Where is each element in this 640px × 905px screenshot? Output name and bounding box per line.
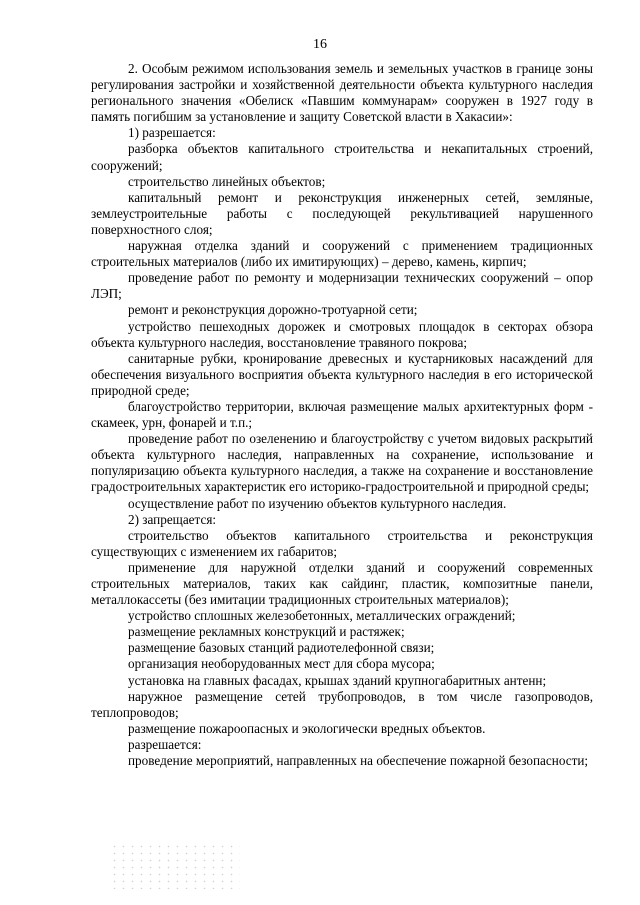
list-item: наружная отделка зданий и сооружений с применением традиционных строительных материалов (либо их имитирующих) – дерево, камень, кирпич;	[91, 238, 593, 270]
list-item: применение для наружной отделки зданий и сооружений современных строительных материалов, таких как сайдинг, пластик, композитные панели, металлокассеты (без имитации традиционных строительных материалов);	[91, 559, 593, 608]
list-item: проведение работ по озеленению и благоустройству с учетом видовых раскрытий объекта культурного наследия, направленных на сохранение, использование и популяризацию объекта культурного наследия, а также на сохранение и восстановление градостроительных характеристик его историко-градостроительной и природной среды;	[91, 431, 593, 495]
list-item: осуществление работ по изучению объектов культурного наследия.	[128, 495, 507, 511]
list-item: благоустройство территории, включая размещение малых архитектурных форм - скамеек, урн, фонарей и т.п.;	[91, 398, 593, 431]
list-item: санитарные рубки, кронирование древесных и кустарниковых насаждений для обеспечения визуального восприятия объекта культурного наследия в его исторической природной среде;	[91, 350, 593, 398]
list-item: проведение работ по ремонту и модернизации технических сооружений – опор ЛЭП;	[91, 270, 593, 302]
section-heading-prohibited: 2) запрещается:	[128, 511, 217, 527]
list-item: устройство сплошных железобетонных, металлических ограждений;	[128, 608, 516, 624]
list-item: разборка объектов капитального строительства и некапитальных строений, сооружений;	[91, 141, 593, 173]
paragraph-intro: 2. Особым режимом использования земель и земельных участков в границе зоны регулирования застройки и хозяйственной деятельности объекта культурного наследия регионального значения «Обелиск «Павшим коммунарам» сооружен в 1927 году в память погибшим за установление и защиту Советской власти в Хакасии»:	[91, 61, 593, 125]
list-item: проведение мероприятий, направленных на обеспечение пожарной безопасности;	[128, 753, 589, 769]
list-item: организация необорудованных мест для сбора мусора;	[128, 656, 435, 672]
page-number: 16	[313, 37, 327, 52]
list-item: размещение пожароопасных и экологически вредных объектов.	[128, 720, 486, 736]
list-item: наружное размещение сетей трубопроводов, в том числе газопроводов, теплопроводов;	[91, 688, 593, 720]
list-item: устройство пешеходных дорожек и смотровых площадок в секторах обзора объекта культурного наследия, восстановление травяного покрова;	[91, 318, 593, 350]
section-heading-permitted-2: разрешается:	[128, 736, 202, 752]
document-body	[91, 61, 593, 769]
scan-smudge	[110, 843, 240, 889]
list-item: ремонт и реконструкция дорожно-тротуарной сети;	[128, 302, 418, 318]
list-item: размещение базовых станций радиотелефонной связи;	[128, 640, 435, 656]
section-heading-permitted: 1) разрешается:	[128, 125, 216, 141]
list-item: строительство объектов капитального строительства и реконструкция существующих с изменением их габаритов;	[91, 527, 593, 559]
list-item: строительство линейных объектов;	[128, 173, 326, 189]
list-item: капитальный ремонт и реконструкция инженерных сетей, земляные, землеустроительные работы с последующей рекультивацией нарушенного поверхностного слоя;	[91, 189, 593, 237]
list-item: установка на главных фасадах, крышах зданий крупногабаритных антенн;	[128, 672, 547, 688]
list-item: размещение рекламных конструкций и растяжек;	[128, 624, 405, 640]
